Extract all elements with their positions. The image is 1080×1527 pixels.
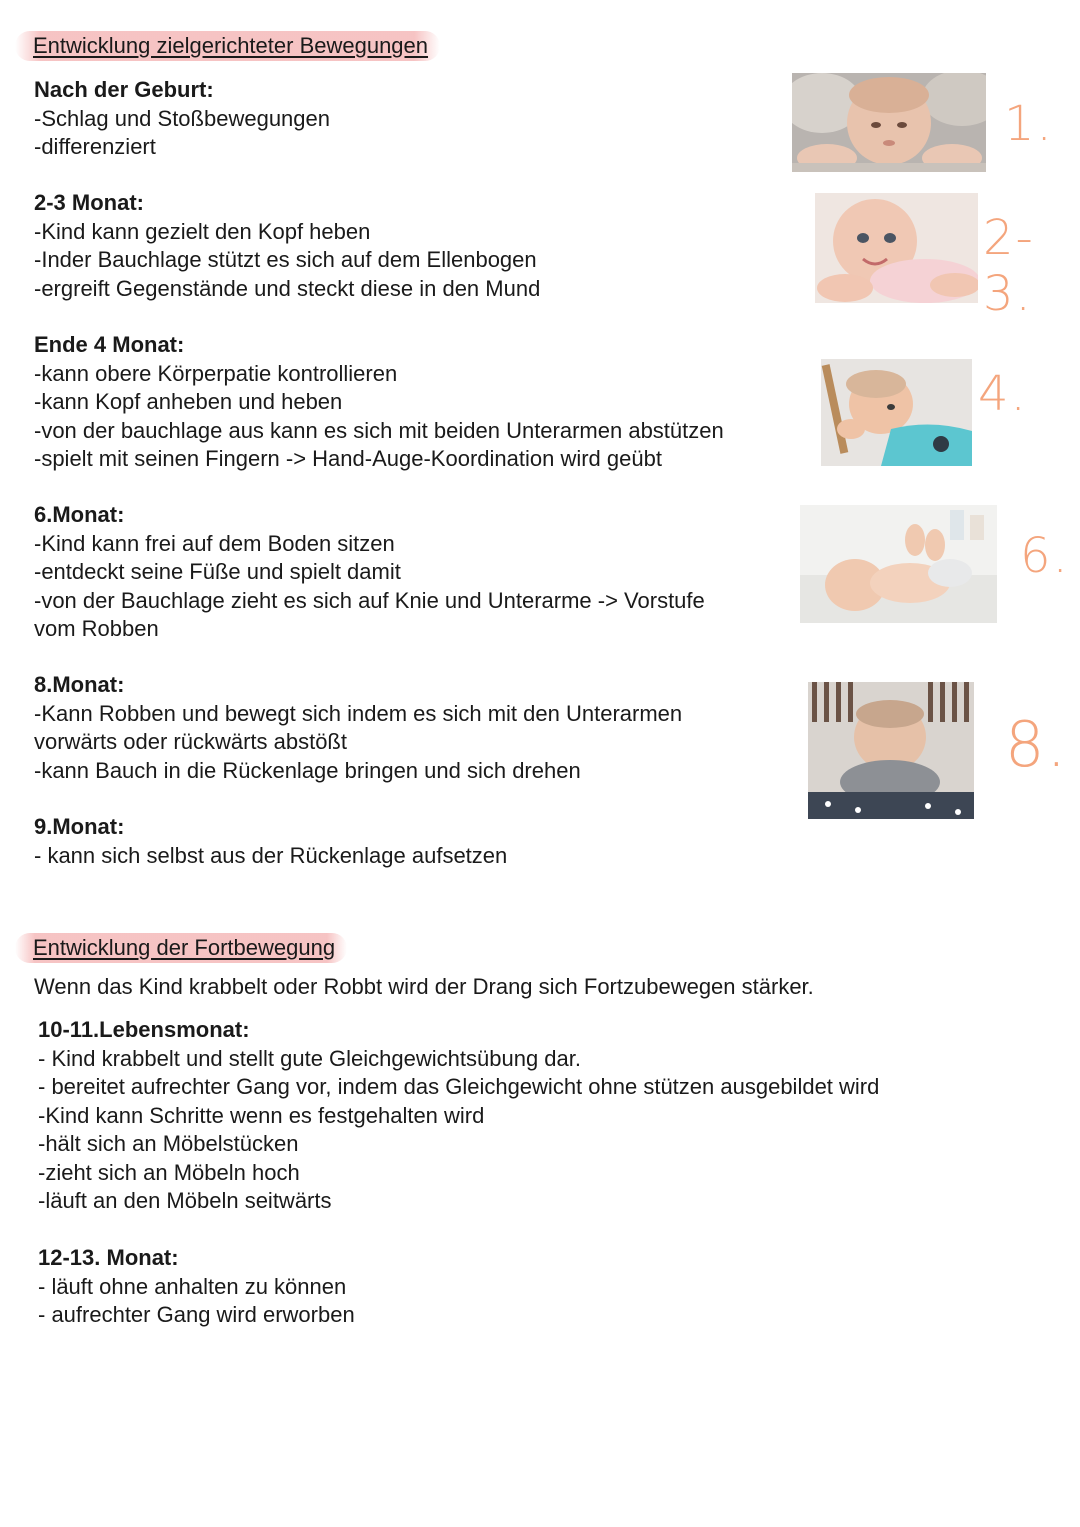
stage-title: 12-13. Monat: [38,1245,179,1270]
stage-line: -ergreift Gegenstände und steckt diese in den Mund [34,275,541,301]
stage-9-months [34,813,507,870]
marker-4: 4. [978,366,1028,422]
stage-line: -hält sich an Möbelstücken [38,1131,299,1156]
stage-line: -von der bauchlage aus kann es sich mit beiden Unterarmen abstützen [34,417,724,443]
section-intro: Wenn das Kind krabbelt oder Robbt wird der Drang sich Fortzubewegen stärker. [34,974,814,999]
marker-8: 8. [1005,708,1069,781]
stage-line: -Kind kann Schritte wenn es festgehalten wird [38,1102,485,1128]
marker-6: 6. [1020,528,1070,584]
baby-photo-4-months [821,359,972,466]
baby-photo-2-3-months [815,193,978,303]
stage-line: - kann sich selbst aus der Rückenlage aufsetzen [34,842,508,868]
section-heading-zielgerichtet: Entwicklung zielgerichteter Bewegungen [15,31,440,61]
stage-6-months [34,501,705,644]
stage-line: -zieht sich an Möbeln hoch [38,1159,300,1185]
stage-line: -entdeckt seine Füße und spielt damit [34,559,401,584]
stage-line: -läuft an den Möbeln seitwärts [38,1188,332,1213]
stage-2-3-months [34,189,540,303]
baby-photo-newborn [792,73,986,172]
stage-title: 9.Monat: [34,814,125,839]
stage-line: -kann Bauch in die Rückenlage bringen und sich drehen [34,757,581,783]
stage-line: -Kind kann frei auf dem Boden sitzen [34,530,395,556]
baby-photo-6-months [800,505,997,623]
stage-line: -differenziert [34,134,156,159]
stage-line: - aufrechter Gang wird erworben [38,1302,355,1327]
stage-line: -spielt mit seinen Fingern -> Hand-Auge-Koordination wird geübt [34,446,662,471]
stage-title: Ende 4 Monat: [34,332,185,357]
stage-line: -kann obere Körperpatie kontrollieren [34,360,398,386]
stage-line: -Schlag und Stoßbewegungen [34,105,330,131]
section-heading-fortbewegung: Entwicklung der Fortbewegung [15,933,347,963]
stage-line: - bereitet aufrechter Gang vor, indem das Gleichgewicht ohne stützen ausgebildet wird [38,1074,880,1099]
stage-8-months [34,671,682,785]
stage-title: 8.Monat: [34,672,125,697]
stage-10-11-months [38,1016,879,1216]
marker-2-3: 2-3. [983,210,1035,322]
stage-line: -kann Kopf anheben und heben [34,389,343,414]
stage-line: -Kann Robben und bewegt sich indem es sich mit den Unterarmen [34,700,683,726]
stage-birth [34,76,330,162]
stage-line: vom Robben [34,616,159,641]
stage-12-13-months [38,1244,355,1330]
baby-photo-8-months [808,682,974,819]
marker-1: 1. [1004,96,1054,152]
stage-4-months [34,331,724,474]
stage-title: 10-11.Lebensmonat: [38,1017,250,1042]
stage-line: -Kind kann gezielt den Kopf heben [34,218,371,244]
stage-title: 2-3 Monat: [34,190,144,215]
stage-line: -von der Bauchlage zieht es sich auf Knie und Unterarme -> Vorstufe [34,587,705,613]
stage-title: Nach der Geburt: [34,77,214,102]
stage-line: - Kind krabbelt und stellt gute Gleichgewichtsübung dar. [38,1045,581,1071]
stage-line: vorwärts oder rückwärts abstößt [34,729,347,754]
stage-title: 6.Monat: [34,502,125,527]
stage-line: -Inder Bauchlage stützt es sich auf dem Ellenbogen [34,247,537,272]
stage-line: - läuft ohne anhalten zu können [38,1273,347,1299]
